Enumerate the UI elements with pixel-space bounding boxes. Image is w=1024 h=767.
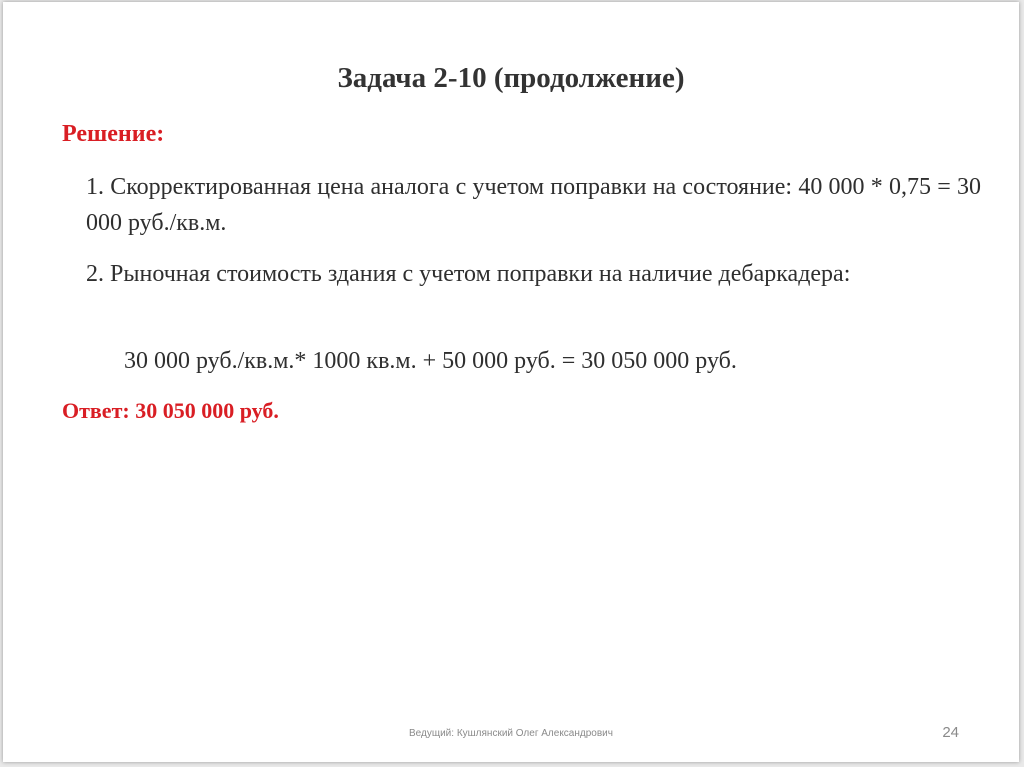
slide-title: Задача 2-10 (продолжение) [337,62,685,94]
solution-step-1: 1. Скорректированная цена аналога с учетом поправки на состояние: 40 000 * 0,75 = 30 000 руб./кв.м. [86,174,981,236]
solution-step-2: 2. Рыночная стоимость здания с учетом поправки на наличие дебаркадера: [86,261,851,287]
presenter-footer: Ведущий: Кушлянский Олег Александрович [409,728,613,739]
solution-heading: Решение: [62,121,165,147]
slide [3,2,1019,762]
calculation-formula: 30 000 руб./кв.м.* 1000 кв.м. + 50 000 руб. = 30 050 000 руб. [124,348,737,374]
answer-text: Ответ: 30 050 000 руб. [62,398,279,423]
page-number: 24 [942,724,959,741]
